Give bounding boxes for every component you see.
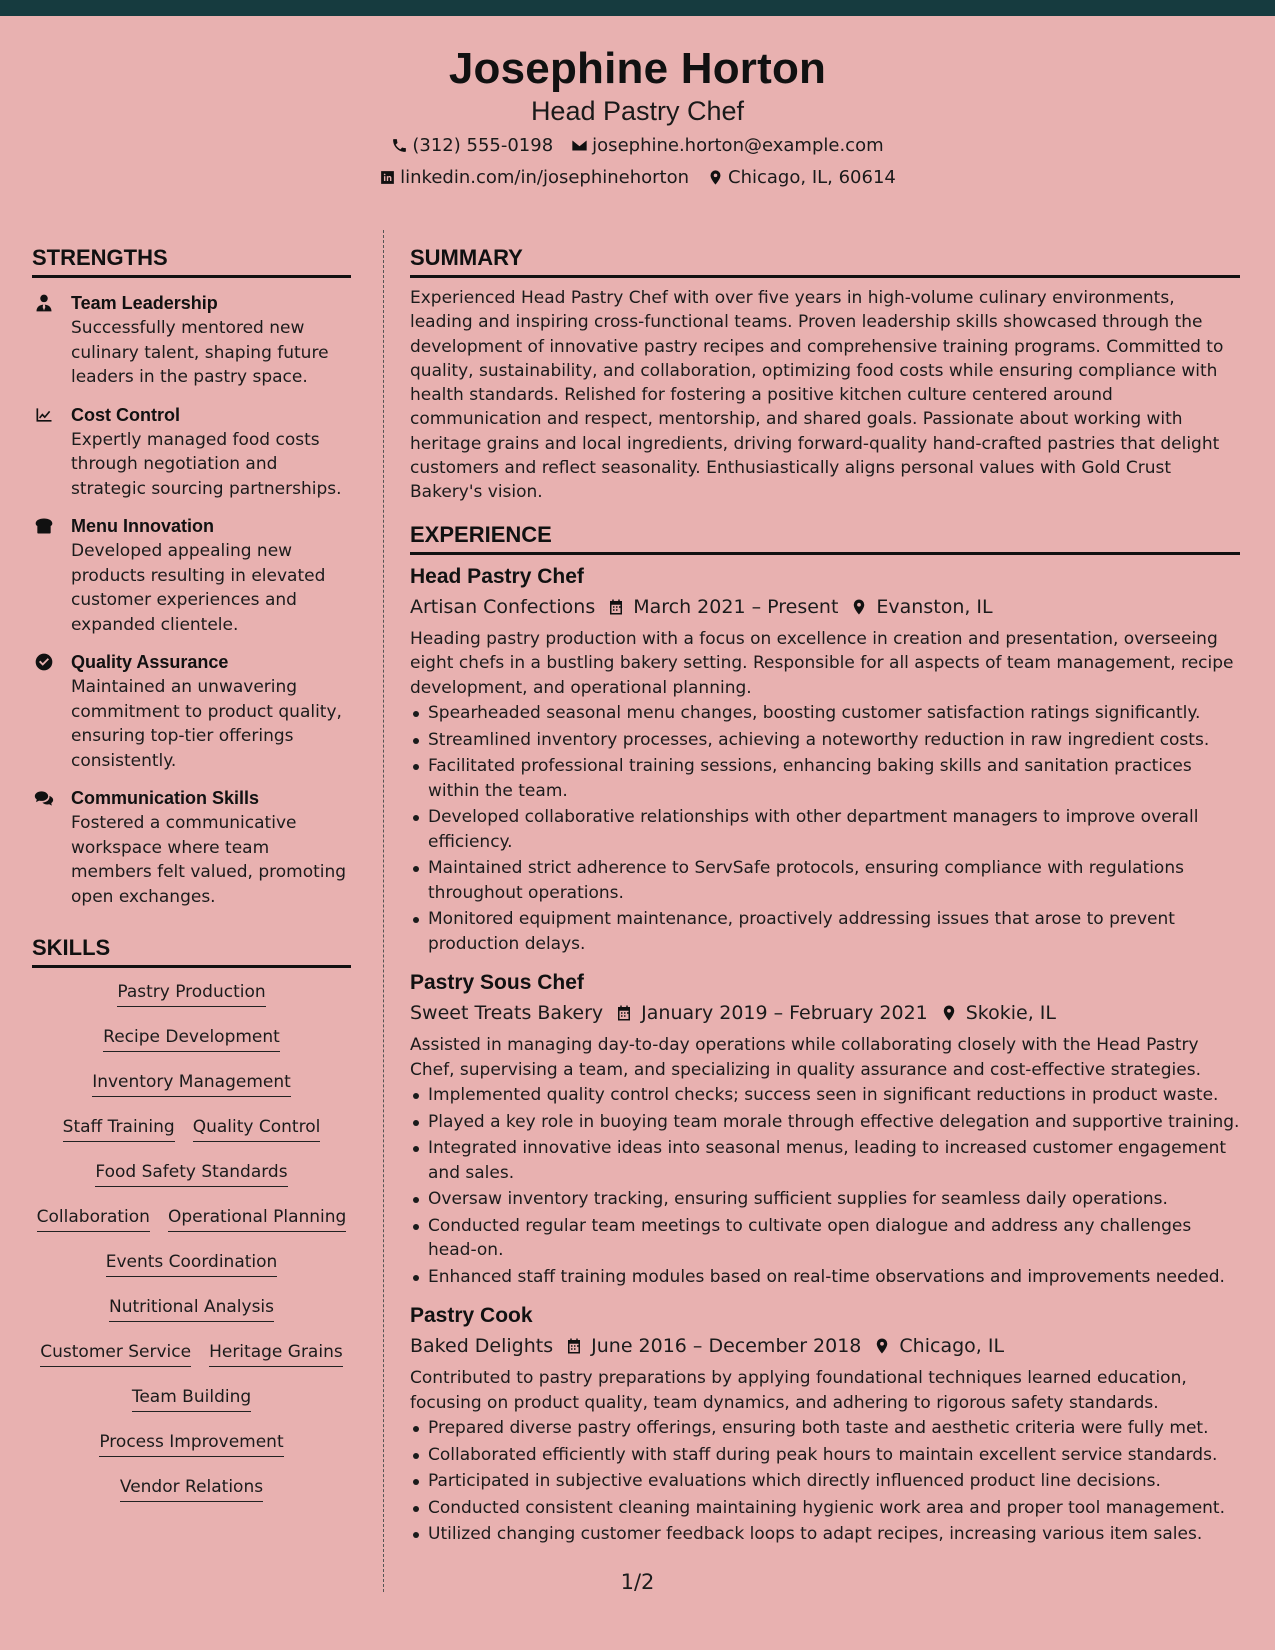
job-entry — [410, 563, 1240, 957]
contact-line-2 — [0, 167, 1275, 188]
skill-tag: Recipe Development — [103, 1026, 280, 1052]
list-item: Maintained strict adherence to ServSafe protocols, ensuring compliance with regulations throughout operations. — [410, 856, 1240, 905]
list-item: Conducted regular team meetings to cultivate open dialogue and address any challenges head-on. — [410, 1214, 1240, 1263]
job-location: Evanston, IL — [876, 595, 993, 618]
strength-desc: Maintained an unwavering commitment to product quality, ensuring top-tier offerings consistently. — [71, 677, 342, 771]
calendar-icon — [607, 598, 625, 616]
skill-tag: Team Building — [132, 1386, 251, 1412]
column-divider — [383, 230, 384, 1592]
job-location: Skokie, IL — [965, 1002, 1056, 1025]
list-item: Integrated innovative ideas into seasonal menus, leading to increased customer engagement and sales. — [410, 1136, 1240, 1185]
job-dates: January 2019 – February 2021 — [641, 1002, 928, 1025]
linkedin-text[interactable]: linkedin.com/in/josephinehorton — [400, 167, 690, 188]
list-item: Played a key role in buoying team morale through effective delegation and supportive training. — [410, 1110, 1240, 1135]
strength-desc: Fostered a communicative workspace where team members felt valued, promoting open exchanges. — [71, 813, 347, 907]
skill-row — [95, 1161, 287, 1206]
location-text: Chicago, IL, 60614 — [728, 167, 896, 188]
job-company: Sweet Treats Bakery — [410, 1002, 604, 1025]
skill-tag: Operational Planning — [168, 1206, 346, 1232]
job-bullets — [410, 701, 1240, 956]
job-meta — [410, 1333, 1240, 1359]
skill-tag: Pastry Production — [117, 981, 265, 1007]
skill-row — [132, 1386, 251, 1431]
list-item: Enhanced staff training modules based on real-time observations and improvements needed. — [410, 1265, 1240, 1290]
job-company: Artisan Confections — [410, 595, 596, 618]
email-text[interactable]: josephine.horton@example.com — [592, 135, 884, 156]
bread-icon — [34, 516, 54, 536]
contact-email[interactable] — [571, 135, 883, 156]
job-dates-group — [615, 1000, 928, 1026]
resume-header — [0, 16, 1275, 204]
list-item: Facilitated professional training sessions, enhancing baking skills and sanitation practices within the team. — [410, 754, 1240, 803]
list-item: Utilized changing customer feedback loops to adapt recipes, increasing various item sales. — [410, 1522, 1240, 1547]
job-dates-group — [607, 594, 838, 620]
skill-row — [106, 1251, 278, 1296]
list-item: Conducted consistent cleaning maintaining hygienic work area and proper tool management. — [410, 1496, 1240, 1521]
strength-desc: Expertly managed food costs through negotiation and strategic sourcing partnerships. — [71, 429, 342, 499]
contact-location — [707, 167, 896, 188]
strength-item — [32, 515, 351, 637]
skill-tag: Customer Service — [40, 1341, 191, 1367]
skill-row — [37, 1206, 347, 1251]
linkedin-icon — [379, 169, 396, 186]
strength-item — [32, 651, 351, 773]
skill-tag: Food Safety Standards — [95, 1161, 287, 1187]
user-tie-icon — [34, 293, 54, 313]
job-description: Assisted in managing day-to-day operations while collaborating closely with the Head Pastry Chef, supervising a team, and specializing in quality assurance and cost-effective strategies. — [410, 1035, 1201, 1080]
job-description: Contributed to pastry preparations by applying foundational techniques learned education, focusing on product quality, team dynamics, and adhering to rigorous safety standards. — [410, 1368, 1187, 1413]
strengths-heading: STRENGTHS — [32, 245, 351, 278]
list-item: Oversaw inventory tracking, ensuring sufficient supplies for seamless daily operations. — [410, 1187, 1240, 1212]
skill-row — [99, 1431, 283, 1476]
strength-item — [32, 787, 351, 909]
calendar-icon — [565, 1337, 583, 1355]
map-pin-icon — [850, 598, 868, 616]
right-column — [410, 245, 1240, 1549]
job-bullets — [410, 1416, 1240, 1547]
job-title: Head Pastry Chef — [410, 564, 584, 588]
list-item: Participated in subjective evaluations which directly influenced product line decisions. — [410, 1469, 1240, 1494]
strength-desc: Successfully mentored new culinary talent, shaping future leaders in the pastry space. — [71, 318, 329, 387]
summary-text: Experienced Head Pastry Chef with over five years in high-volume culinary environments, leading and inspiring cross-functional teams. Proven leadership skills showcased through the development of innovative pastry recipes and comprehensive training programs. Committed to quality, sustainability, and collaboration, optimizing food costs while ensuring compliance with health standards. Relished for fostering a positive kitchen culture centered around communication and respect, mentorship, and shared goals. Passionate about working with heritage grains and local ingredients, driving forward-quality hand-crafted pastries that delight customers and reflect seasonality. Enthusiastically aligns personal values with Gold Crust Bakery's vision. — [410, 288, 1224, 503]
job-location-group — [850, 594, 992, 620]
strength-title: Team Leadership — [71, 293, 218, 313]
check-circle-icon — [34, 652, 54, 672]
skill-tag: Process Improvement — [99, 1431, 283, 1457]
page-number: 1/2 — [620, 1570, 655, 1594]
job-dates-group — [565, 1333, 861, 1359]
map-pin-icon — [707, 169, 724, 186]
envelope-icon — [571, 137, 588, 154]
list-item: Developed collaborative relationships with other department managers to improve overall efficiency. — [410, 805, 1240, 854]
contact-linkedin[interactable] — [379, 167, 689, 188]
list-item: Monitored equipment maintenance, proactively addressing issues that arose to prevent production delays. — [410, 907, 1240, 956]
job-title: Pastry Cook — [410, 1304, 533, 1328]
skill-tag: Inventory Management — [92, 1071, 291, 1097]
map-pin-icon — [873, 1337, 891, 1355]
left-column — [32, 245, 351, 1521]
list-item: Collaborated efficiently with staff during peak hours to maintain excellent service standards. — [410, 1443, 1240, 1468]
skill-row — [40, 1341, 342, 1386]
list-item: Streamlined inventory processes, achieving a noteworthy reduction in raw ingredient costs. — [410, 728, 1240, 753]
strength-title: Quality Assurance — [71, 652, 229, 672]
skill-row — [92, 1071, 291, 1116]
job-location: Chicago, IL — [899, 1335, 1005, 1358]
job-bullets — [410, 1083, 1240, 1289]
strength-title: Menu Innovation — [71, 516, 214, 536]
skill-row — [103, 1026, 280, 1071]
skill-tag: Heritage Grains — [209, 1341, 343, 1367]
strength-title: Cost Control — [71, 404, 180, 425]
job-location-group — [873, 1333, 1004, 1359]
skill-tag: Collaboration — [37, 1206, 150, 1232]
contact-line-1 — [0, 135, 1275, 156]
job-meta — [410, 1000, 1240, 1026]
skill-row — [109, 1296, 274, 1341]
phone-text: (312) 555-0198 — [412, 135, 554, 156]
phone-icon — [391, 137, 408, 154]
skill-tag: Vendor Relations — [120, 1476, 263, 1502]
job-title: Pastry Sous Chef — [410, 971, 584, 995]
candidate-name: Josephine Horton — [448, 44, 827, 93]
job-dates: June 2016 – December 2018 — [591, 1335, 862, 1358]
skills-heading: SKILLS — [32, 935, 351, 968]
job-description: Heading pastry production with a focus on excellence in creation and presentation, overseeing eight chefs in a bustling bakery setting. Responsible for all aspects of team management, recipe development, and operational planning. — [410, 628, 1234, 698]
job-location-group — [940, 1000, 1056, 1026]
summary-heading: SUMMARY — [410, 245, 1240, 278]
skill-tag: Quality Control — [193, 1116, 321, 1142]
job-company: Baked Delights — [410, 1335, 554, 1358]
comments-icon — [34, 788, 54, 808]
job-meta — [410, 594, 1240, 620]
job-dates: March 2021 – Present — [633, 595, 839, 618]
strength-item — [32, 404, 351, 502]
job-entry — [410, 1302, 1240, 1547]
skill-tag: Staff Training — [63, 1116, 175, 1142]
strength-desc: Developed appealing new products resulting in elevated customer experiences and expanded clientele. — [71, 541, 326, 635]
top-accent-bar — [0, 0, 1275, 16]
contact-phone — [391, 135, 553, 156]
candidate-role: Head Pastry Chef — [530, 96, 745, 126]
skill-row — [120, 1476, 263, 1521]
skill-row — [63, 1116, 321, 1161]
map-pin-icon — [940, 1004, 958, 1022]
list-item: Prepared diverse pastry offerings, ensuring both taste and aesthetic criteria were fully met. — [410, 1416, 1240, 1441]
skill-tag: Nutritional Analysis — [109, 1296, 274, 1322]
calendar-icon — [615, 1004, 633, 1022]
experience-heading: EXPERIENCE — [410, 522, 1240, 555]
list-item: Implemented quality control checks; success seen in significant reductions in product waste. — [410, 1083, 1240, 1108]
strength-title: Communication Skills — [71, 788, 260, 808]
skill-tag: Events Coordination — [106, 1251, 278, 1277]
skill-row — [117, 981, 265, 1026]
strength-item — [32, 292, 351, 390]
chart-line-icon — [34, 405, 54, 425]
skills-list — [32, 981, 351, 1521]
list-item: Spearheaded seasonal menu changes, boosting customer satisfaction ratings significantly. — [410, 701, 1240, 726]
job-entry — [410, 969, 1240, 1289]
